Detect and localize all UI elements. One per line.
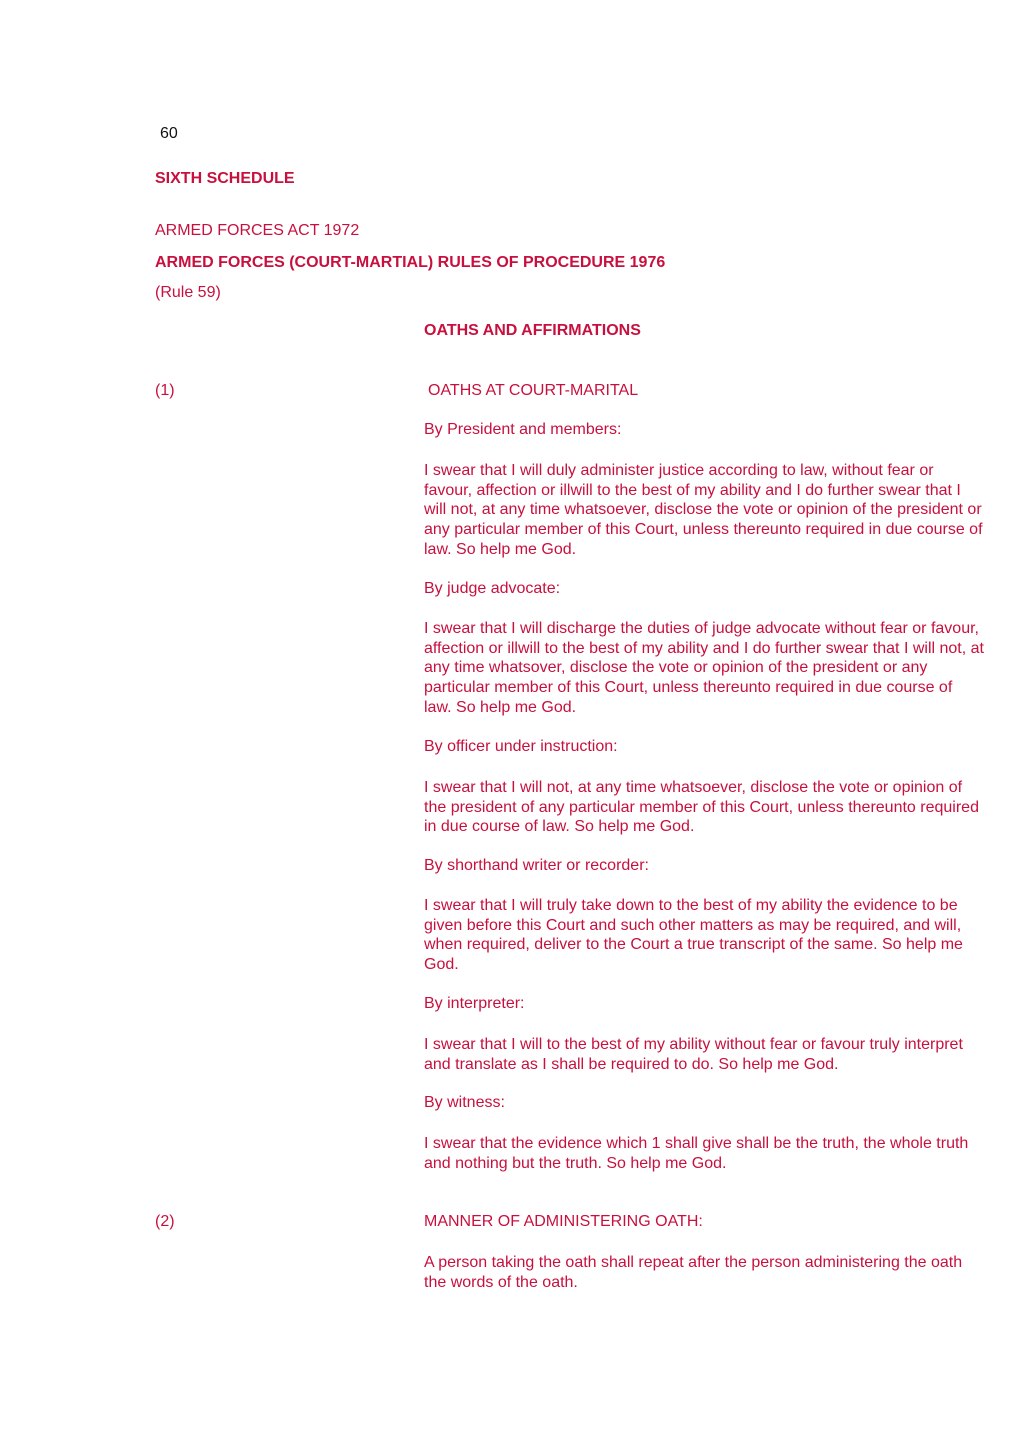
rule-reference: (Rule 59) (155, 284, 221, 301)
witness-oath: I swear that the evidence which 1 shall give shall be the truth, the whole truth and nothing but the truth. So help me God. (424, 1135, 969, 1172)
section-title: OATHS AND AFFIRMATIONS (424, 322, 641, 339)
witness-label: By witness: (424, 1094, 505, 1111)
officer-oath: I swear that I will not, at any time whatsoever, disclose the vote or opinion of the president of any particular member of this Court, unless thereunto required in due course of law. So help me God. (424, 779, 979, 836)
president-label: By President and members: (424, 421, 622, 438)
rules-title: ARMED FORCES (COURT-MARTIAL) RULES OF PROCEDURE 1976 (155, 254, 666, 271)
judge-oath: I swear that I will discharge the duties of judge advocate without fear or favour, affection or illwill to the best of my ability and I do further swear that I will not, at any time whatsover, disclose the vote or opinion of the president or any particular member of this Court, unless thereunto required in due course of law. So help me God. (424, 620, 984, 716)
part-2-number: (2) (155, 1213, 175, 1230)
act-title: ARMED FORCES ACT 1972 (155, 222, 360, 239)
part-2-heading: MANNER OF ADMINISTERING OATH: (424, 1213, 703, 1230)
interpreter-label: By interpreter: (424, 995, 525, 1012)
schedule-title: SIXTH SCHEDULE (155, 170, 295, 187)
shorthand-oath: I swear that I will truly take down to the best of my ability the evidence to be given before this Court and such other matters as may be required, and will, when required, deliver to the Court a true transcript of the same. So help me God. (424, 897, 963, 974)
interpreter-oath: I swear that I will to the best of my ability without fear or favour truly interpret and translate as I shall be required to do. So help me God. (424, 1036, 963, 1073)
page-number: 60 (160, 125, 178, 142)
part-1-number: (1) (155, 382, 175, 399)
officer-label: By officer under instruction: (424, 738, 618, 755)
president-oath: I swear that I will duly administer justice according to law, without fear or favour, affection or illwill to the best of my ability and I do further swear that I will not, at any time whatsoever, disclose the vote or opinion of the president or any particular member of this Court, unless thereunto required in due course of law. So help me God. (424, 462, 983, 558)
part-2-text: A person taking the oath shall repeat after the person administering the oath the words of the oath. (424, 1254, 963, 1291)
part-1-heading: OATHS AT COURT-MARITAL (428, 382, 639, 399)
judge-label: By judge advocate: (424, 580, 561, 597)
shorthand-label: By shorthand writer or recorder: (424, 857, 649, 874)
